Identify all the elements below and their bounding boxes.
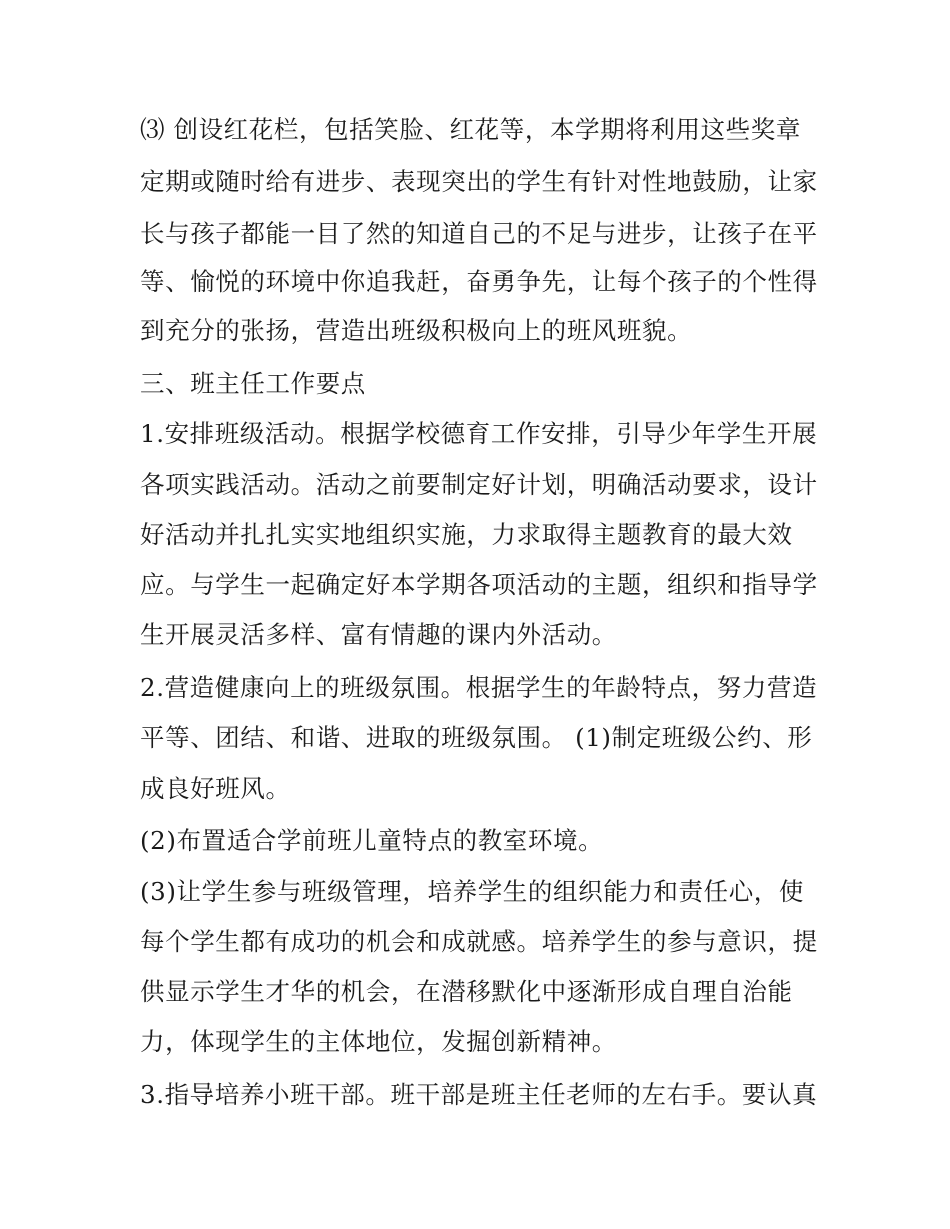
text-line: 应。与学生一起确定好本学期各项活动的主题，组织和指导学: [140, 570, 818, 599]
text-line: (3)让学生参与班级管理，培养学生的组织能力和责任心，使: [140, 877, 805, 906]
text-line: 定期或随时给有进步、表现突出的学生有针对性地鼓励，让家: [140, 167, 818, 196]
text-line: (2)布置适合学前班儿童特点的教室环境。: [140, 826, 604, 855]
text-line: 1.安排班级活动。根据学校德育工作安排，引导少年学生开展: [140, 419, 818, 448]
text-line: 2.营造健康向上的班级氛围。根据学生的年龄特点，努力营造: [140, 673, 818, 702]
text-line: 各项实践活动。活动之前要制定好计划，明确活动要求，设计: [140, 470, 818, 499]
text-line: 长与孩子都能一目了然的知道自己的不足与进步，让孩子在平: [140, 219, 818, 248]
text-line: 等、愉悦的环境中你追我赶，奋勇争先，让每个孩子的个性得: [140, 267, 818, 296]
text-line: 3.指导培养小班干部。班干部是班主任老师的左右手。要认真: [140, 1080, 818, 1109]
text-line: 每个学生都有成功的机会和成就感。培养学生的参与意识，提: [140, 927, 818, 956]
text-line: 生开展灵活多样、富有情趣的课内外活动。: [140, 620, 617, 649]
text-line: 成良好班风。: [140, 774, 291, 803]
text-line: 供显示学生才华的机会，在潜移默化中逐渐形成自理自治能: [140, 977, 793, 1006]
section-heading: 三、班主任工作要点: [140, 369, 366, 398]
text-line: ⑶ 创设红花栏，包括笑脸、红花等，本学期将利用这些奖章: [140, 115, 801, 144]
text-line: 好活动并扎扎实实地组织实施，力求取得主题教育的最大效: [140, 520, 793, 549]
text-line: 到充分的张扬，营造出班级积极向上的班风班貌。: [140, 316, 693, 345]
text-line: 力，体现学生的主体地位，发掘创新精神。: [140, 1027, 617, 1056]
text-line: 平等、团结、和谐、进取的班级氛围。 (1)制定班级公约、形: [140, 723, 813, 752]
